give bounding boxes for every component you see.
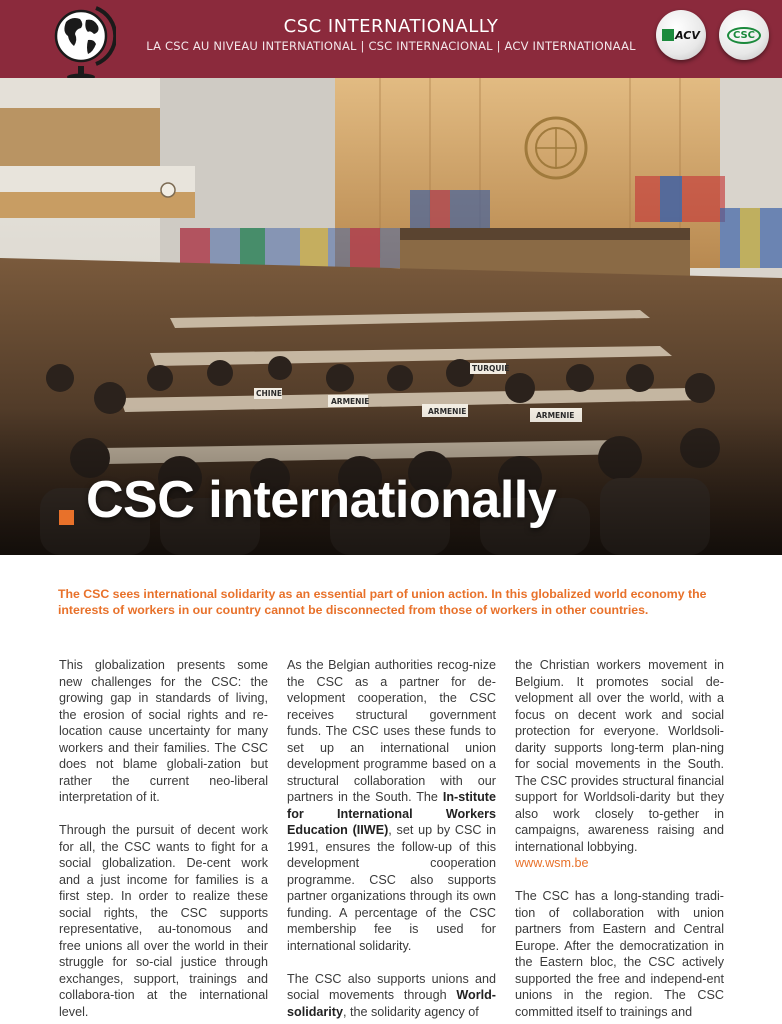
- paragraph: [515, 657, 724, 872]
- wsm-link[interactable]: www.wsm.be: [515, 856, 589, 870]
- un-emblem-icon: [526, 118, 586, 178]
- paragraph: [287, 657, 496, 954]
- acv-logo-mark: [662, 29, 674, 41]
- csc-logo: [719, 10, 769, 60]
- text-run: , the solidarity agency of: [343, 1004, 479, 1019]
- placard: ARMENIE: [331, 397, 370, 406]
- placard: TURQUIE: [472, 364, 510, 373]
- text-column-2: [287, 657, 496, 1024]
- text-run: As the Belgian authorities recog-nize the CSC as a partner for de-velopment cooperation, the CSC receives structural government funds. The CSC uses these funds to set up an international union development programme based on a structural collaboration with our partners in the South. The: [287, 658, 496, 804]
- page-title: CSC internationally: [86, 471, 557, 529]
- text-run: The CSC also supports unions and social movements through: [287, 971, 496, 1002]
- acv-logo: [656, 10, 706, 60]
- worldsolidarity-name: World-solidarity: [287, 988, 496, 1019]
- acv-logo-text: ACV: [675, 28, 700, 42]
- csc-logo-text: CSC: [727, 27, 761, 44]
- placard: CHINE: [256, 389, 282, 398]
- header-title: CSC INTERNATIONALLY: [283, 16, 499, 37]
- text-run: the Christian workers movement in Belgium. It promotes social de-velopment all over the world, with a focus on decent work and social protection for everyone. Worldsoli-darity supports long-term plan-ning for social movements in the South. The CSC provides structural financial support for Worldsoli-darity but they also work closely to-gether in campaigns, awareness raising and international lobbying.: [515, 658, 724, 854]
- intro-lead: The CSC sees international solidarity as an essential part of union action. In this globalized world economy the interests of workers in our country cannot be disconnected from those of workers in other countries.: [58, 587, 707, 617]
- header-band: [0, 0, 782, 78]
- text-column-1: [59, 657, 268, 1024]
- paragraph: Through the pursuit of decent work for all, the CSC wants to fight for a social globalization. De-cent work and a just income for families is a first step. In order to realize these social rights, the CSC supports representative, au-tonomous and free unions all over the world in their struggle for so-cial justice through exchanges, support, trainings and collabora-tion at the international level.: [59, 823, 268, 1019]
- iiwe-name: In-stitute for International Workers Education (IIWE): [287, 790, 496, 837]
- text-run: , set up by CSC in 1991, ensures the follow-up of this development cooperation programme. CSC also supports partner organizations through its own funding. A percentage of the CSC membership fee is used for international solidarity.: [287, 823, 497, 953]
- paragraph: [287, 971, 496, 1021]
- heading-bullet: [59, 510, 74, 525]
- paragraph: This globalization presents some new challenges for the CSC: the growing gap in standards of living, the erosion of social rights and re-location cause uncertainty for many workers and their families. The CSC does not blame globali-zation but rather the current neo-liberal interpretation of it.: [59, 658, 268, 804]
- text-column-3: [515, 657, 724, 1024]
- paragraph: The CSC has a long-standing tradi-tion of collaboration with union partners from Eastern and Central Europe. After the democratization in the Eastern bloc, the CSC actively supported the free and independ-ent unions in the region. The CSC committed itself to trainings and: [515, 889, 724, 1019]
- header-subtitle: LA CSC AU NIVEAU INTERNATIONAL | CSC INTERNACIONAL | ACV INTERNATIONAAL: [146, 39, 636, 53]
